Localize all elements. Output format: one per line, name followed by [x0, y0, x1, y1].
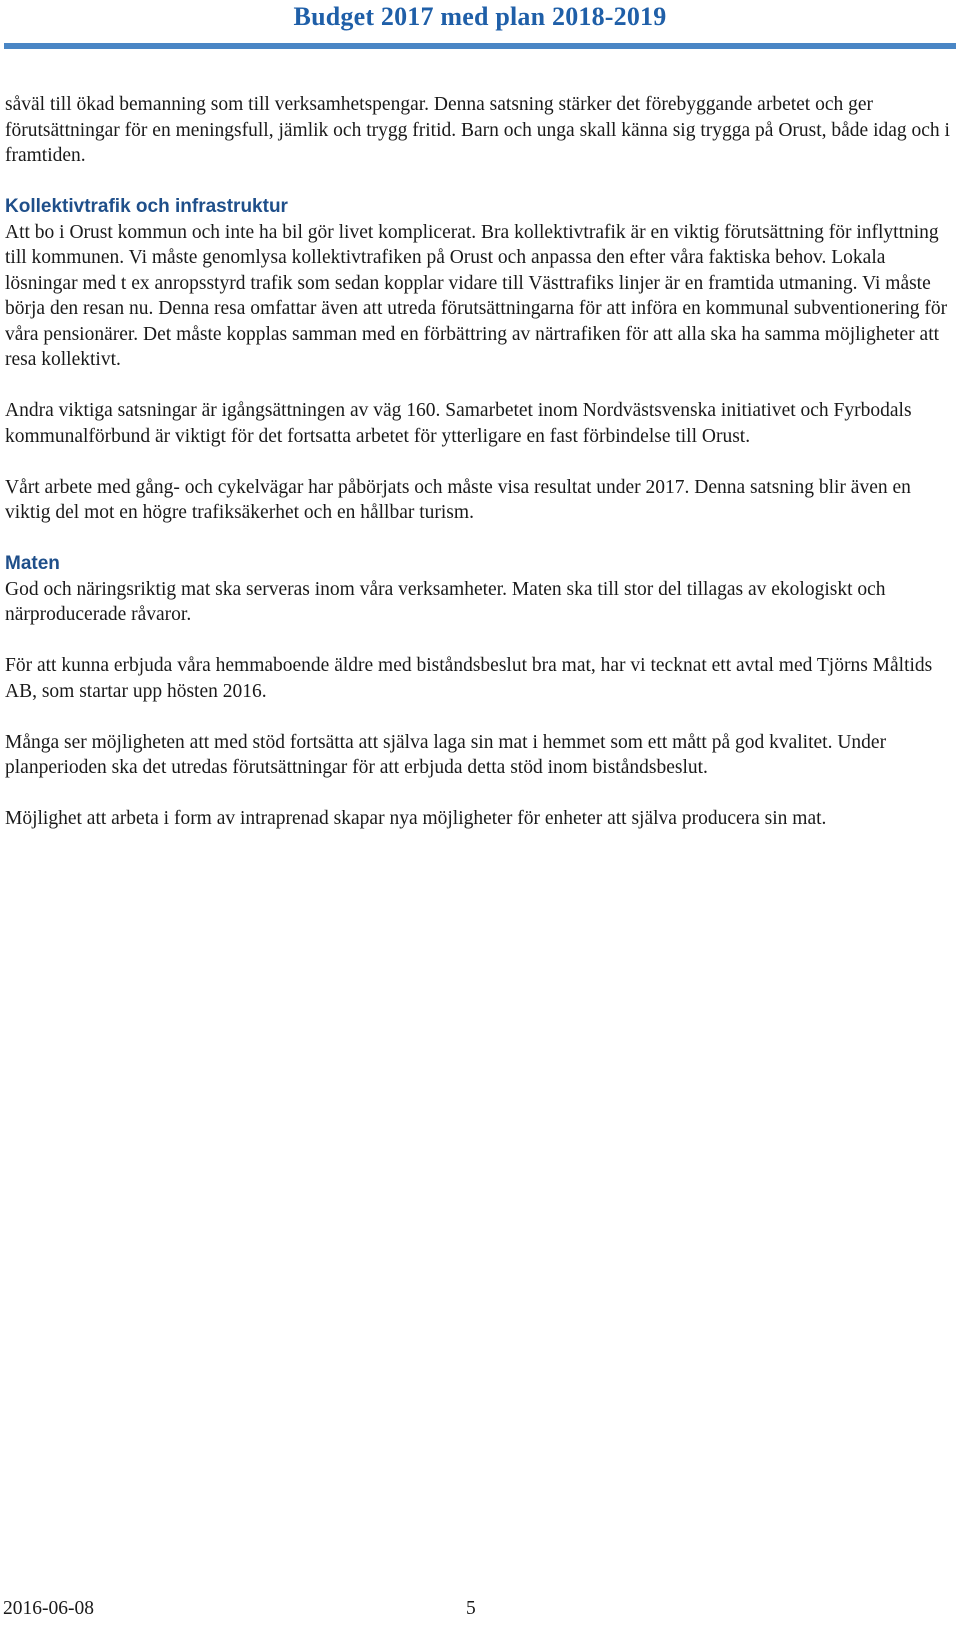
paragraph: För att kunna erbjuda våra hemmaboende äldre med biståndsbeslut bra mat, har vi tecknat ett avtal med Tjörns Måltids AB, som startar upp hösten 2016. [5, 655, 933, 702]
paragraph: Många ser möjligheten att med stöd fortsätta att själva laga sin mat i hemmet som ett mått på god kvalitet. Under planperioden ska det utredas förutsättningar för att erbjuda detta stöd inom biståndsbeslut. [5, 731, 887, 778]
page-header [0, 0, 960, 52]
paragraph: Vårt arbete med gång- och cykelvägar har påbörjats och måste visa resultat under 2017. Denna satsning blir även en viktig del mot en högre trafiksäkerhet och en hållbar turism. [5, 476, 911, 523]
page-footer [0, 1596, 960, 1628]
document-body [5, 92, 955, 832]
paragraph: God och näringsriktig mat ska serveras inom våra verksamheter. Maten ska till stor del tillagas av ekologiskt och närproducerade råvaror. [5, 578, 886, 625]
footer-date: 2016-06-08 [3, 1598, 94, 1619]
header-divider [4, 43, 956, 49]
section-heading-maten: Maten [5, 553, 60, 574]
paragraph: Möjlighet att arbeta i form av intraprenad skapar nya möjligheter för enheter att själva producera sin mat. [5, 808, 827, 829]
page-number: 5 [466, 1598, 476, 1619]
paragraph: Att bo i Orust kommun och inte ha bil gör livet komplicerat. Bra kollektivtrafik är en viktig förutsättning för inflyttning till kommunen. Vi måste genomlysa kollektivtrafiken på Orust och anpassa den efter våra faktiska behov. Lokala lösningar med t ex anropsstyrd trafik som sedan kopplar vidare till Västtrafiks linjer är en framtida utmaning. Vi måste börja den resan nu. Denna resa omfattar även att utreda förutsättningarna för att införa en kommunal subventionering för våra pensionärer. Det måste kopplas samman med en förbättring av närtrafiken för att alla ska ha samma möjligheter att resa kollektivt. [5, 221, 948, 370]
intro-paragraph: såväl till ökad bemanning som till verksamhetspengar. Denna satsning stärker det förebyggande arbetet och ger förutsättningar för en meningsfull, jämlik och trygg fritid. Barn och unga skall känna sig trygga på Orust, både idag och i framtiden. [5, 94, 950, 166]
section-heading-kollektivtrafik: Kollektivtrafik och infrastruktur [5, 196, 288, 217]
document-title: Budget 2017 med plan 2018-2019 [293, 2, 667, 31]
paragraph: Andra viktiga satsningar är igångsättningen av väg 160. Samarbetet inom Nordvästsvenska initiativet och Fyrbodals kommunalförbund är viktigt för det fortsatta arbetet för ytterligare en fast förbindelse till Orust. [5, 400, 912, 447]
